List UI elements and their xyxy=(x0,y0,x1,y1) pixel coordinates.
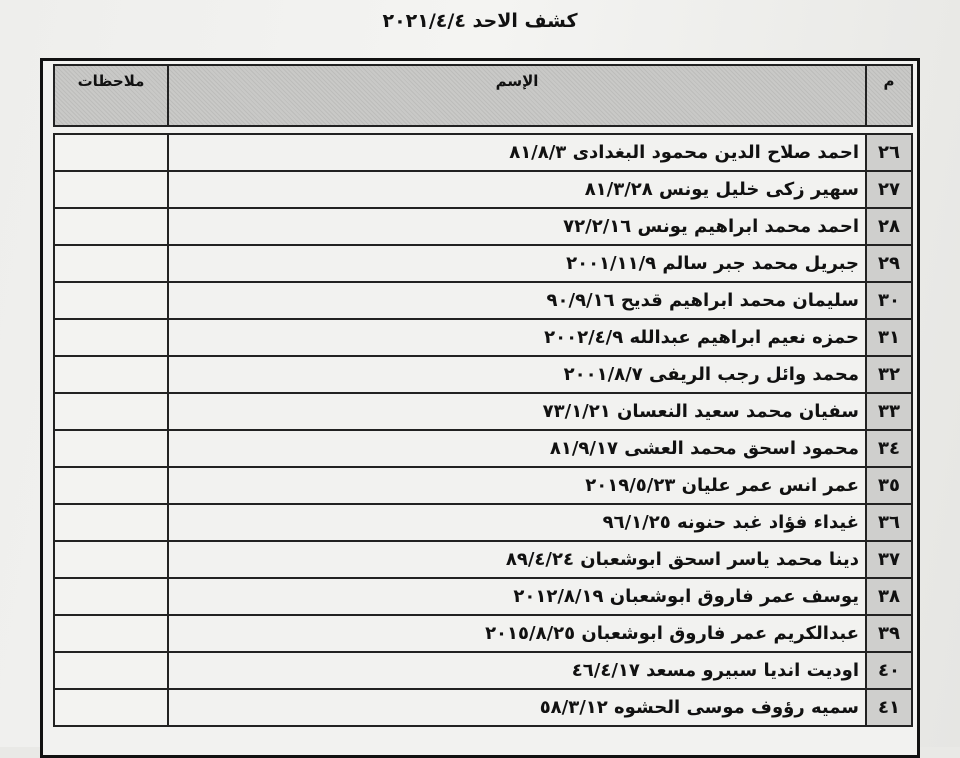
row-name: احمد محمد ابراهيم يونس ٧٢/٢/١٦ xyxy=(168,208,866,245)
row-name: سليمان محمد ابراهيم قديح ٩٠/٩/١٦ xyxy=(168,282,866,319)
table-row xyxy=(54,282,912,319)
table-row xyxy=(54,578,912,615)
row-number: ٤٠ xyxy=(866,652,912,689)
row-name: حمزه نعيم ابراهيم عبدالله ٢٠٠٢/٤/٩ xyxy=(168,319,866,356)
header-row xyxy=(54,65,912,126)
table-row xyxy=(54,208,912,245)
row-name: غيداء فؤاد غبد حنونه ٩٦/١/٢٥ xyxy=(168,504,866,541)
header-number: م xyxy=(866,65,912,126)
row-number: ٢٧ xyxy=(866,171,912,208)
row-number: ٣٠ xyxy=(866,282,912,319)
names-table xyxy=(53,64,913,727)
row-notes xyxy=(54,578,168,615)
row-name: سفيان محمد سعيد النعسان ٧٣/١/٢١ xyxy=(168,393,866,430)
row-notes xyxy=(54,171,168,208)
row-name: سهير زكى خليل يونس ٨١/٣/٢٨ xyxy=(168,171,866,208)
row-notes xyxy=(54,393,168,430)
row-notes xyxy=(54,208,168,245)
table-row xyxy=(54,541,912,578)
row-name: احمد صلاح الدين محمود البغدادى ٨١/٨/٣ xyxy=(168,134,866,171)
row-number: ٣٦ xyxy=(866,504,912,541)
table-frame xyxy=(40,58,920,758)
table-row xyxy=(54,393,912,430)
row-name: محمد وائل رجب الريفى ٢٠٠١/٨/٧ xyxy=(168,356,866,393)
table-row xyxy=(54,504,912,541)
row-notes xyxy=(54,467,168,504)
row-notes xyxy=(54,356,168,393)
row-number: ٣٤ xyxy=(866,430,912,467)
row-number: ٢٦ xyxy=(866,134,912,171)
header-notes: ملاحظات xyxy=(54,65,168,126)
row-number: ٣٣ xyxy=(866,393,912,430)
header-gap xyxy=(54,126,912,134)
table-row xyxy=(54,467,912,504)
table-row xyxy=(54,171,912,208)
row-notes xyxy=(54,430,168,467)
row-name: اوديت انديا سبيرو مسعد ٤٦/٤/١٧ xyxy=(168,652,866,689)
table-row xyxy=(54,356,912,393)
row-number: ٣٩ xyxy=(866,615,912,652)
row-name: محمود اسحق محمد العشى ٨١/٩/١٧ xyxy=(168,430,866,467)
row-notes xyxy=(54,282,168,319)
row-number: ٣٢ xyxy=(866,356,912,393)
row-number: ٣٥ xyxy=(866,467,912,504)
table-row xyxy=(54,134,912,171)
row-notes xyxy=(54,541,168,578)
table-row xyxy=(54,319,912,356)
table-row xyxy=(54,245,912,282)
row-number: ٢٩ xyxy=(866,245,912,282)
row-notes xyxy=(54,134,168,171)
row-name: سميه رؤوف موسى الحشوه ٥٨/٣/١٢ xyxy=(168,689,866,726)
row-number: ٣٨ xyxy=(866,578,912,615)
row-notes xyxy=(54,615,168,652)
row-number: ٤١ xyxy=(866,689,912,726)
row-notes xyxy=(54,245,168,282)
row-notes xyxy=(54,689,168,726)
row-number: ٢٨ xyxy=(866,208,912,245)
table-row xyxy=(54,615,912,652)
page-title: كشف الاحد ٢٠٢١/٤/٤ xyxy=(382,10,578,32)
row-name: عمر انس عمر عليان ٢٠١٩/٥/٢٣ xyxy=(168,467,866,504)
row-notes xyxy=(54,319,168,356)
table-row xyxy=(54,430,912,467)
row-number: ٣١ xyxy=(866,319,912,356)
header-name: الإسم xyxy=(168,65,866,126)
row-notes xyxy=(54,652,168,689)
row-number: ٣٧ xyxy=(866,541,912,578)
row-notes xyxy=(54,504,168,541)
table-row xyxy=(54,652,912,689)
row-name: عبدالكريم عمر فاروق ابوشعبان ٢٠١٥/٨/٢٥ xyxy=(168,615,866,652)
table-row xyxy=(54,689,912,726)
row-name: يوسف عمر فاروق ابوشعبان ٢٠١٢/٨/١٩ xyxy=(168,578,866,615)
row-name: جبريل محمد جبر سالم ٢٠٠١/١١/٩ xyxy=(168,245,866,282)
row-name: دينا محمد ياسر اسحق ابوشعبان ٨٩/٤/٢٤ xyxy=(168,541,866,578)
